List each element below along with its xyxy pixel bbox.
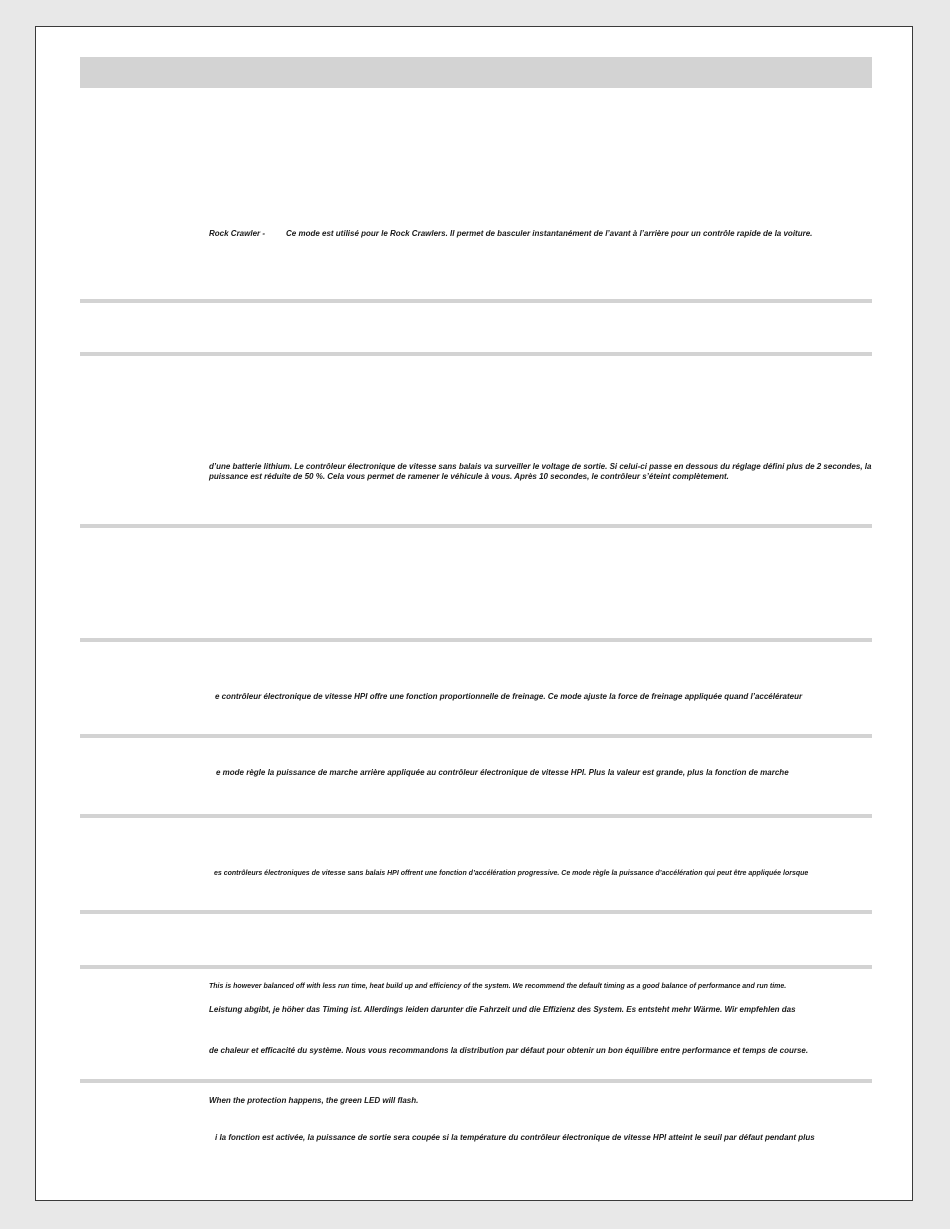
section-divider [80, 638, 872, 642]
timing-text-fr: de chaleur et efficacité du système. Nous vous recommandons la distribution par défaut pour obtenir un bon équilibre entre performance et temps de course. [209, 1046, 809, 1055]
section-divider [80, 1079, 872, 1083]
section-divider [80, 814, 872, 818]
section-divider [80, 734, 872, 738]
section-divider [80, 965, 872, 969]
header-bar [80, 57, 872, 88]
acceleration-text: es contrôleurs électroniques de vitesse sans balais HPI offrent une fonction d’accélération progressive. Ce mode règle la puissance d’accélération qui peut être appliquée lorsque [214, 870, 809, 877]
timing-text-en: This is however balanced off with less run time, heat build up and efficiency of the system. We recommend the default timing as a good balance of performance and run time. [209, 983, 787, 990]
brake-text: e contrôleur électronique de vitesse HPI offre une fonction proportionnelle de freinage. Ce mode ajuste la force de freinage appliquée quand l’accélérateur [215, 692, 803, 701]
thermal-text-en: When the protection happens, the green LED will flash. [209, 1096, 419, 1105]
reverse-text: e mode règle la puissance de marche arrière appliquée au contrôleur électronique de vitesse HPI. Plus la valeur est grande, plus la fonction de marche [216, 768, 789, 777]
section-divider [80, 352, 872, 356]
section-divider [80, 910, 872, 914]
lithium-cutoff-text: d’une batterie lithium. Le contrôleur électronique de vitesse sans balais va surveiller le voltage de sortie. Si celui-ci passe en dessous du réglage défini plus de 2 secondes, la puissance est réduite de 50 %. Cela vous permet de ramener le véhicule à vous. Après 10 secondes, le contrôleur s’éteint complètement. [209, 462, 872, 481]
section-divider [80, 299, 872, 303]
rock-crawler-label: Rock Crawler - [209, 229, 266, 238]
section-divider [80, 524, 872, 528]
thermal-text-fr: i la fonction est activée, la puissance de sortie sera coupée si la température du contrôleur électronique de vitesse HPI atteint le seuil par défaut pendant plus [215, 1133, 815, 1142]
rock-crawler-text: Ce mode est utilisé pour le Rock Crawlers. Il permet de basculer instantanément de l’avant à l’arrière pour un contrôle rapide de la voiture. [286, 229, 813, 238]
timing-text-de: Leistung abgibt, je höher das Timing ist. Allerdings leiden darunter die Fahrzeit und die Effizienz des System. Es entsteht mehr Wärme. Wir empfehlen das [209, 1005, 796, 1014]
document-page [35, 26, 913, 1201]
